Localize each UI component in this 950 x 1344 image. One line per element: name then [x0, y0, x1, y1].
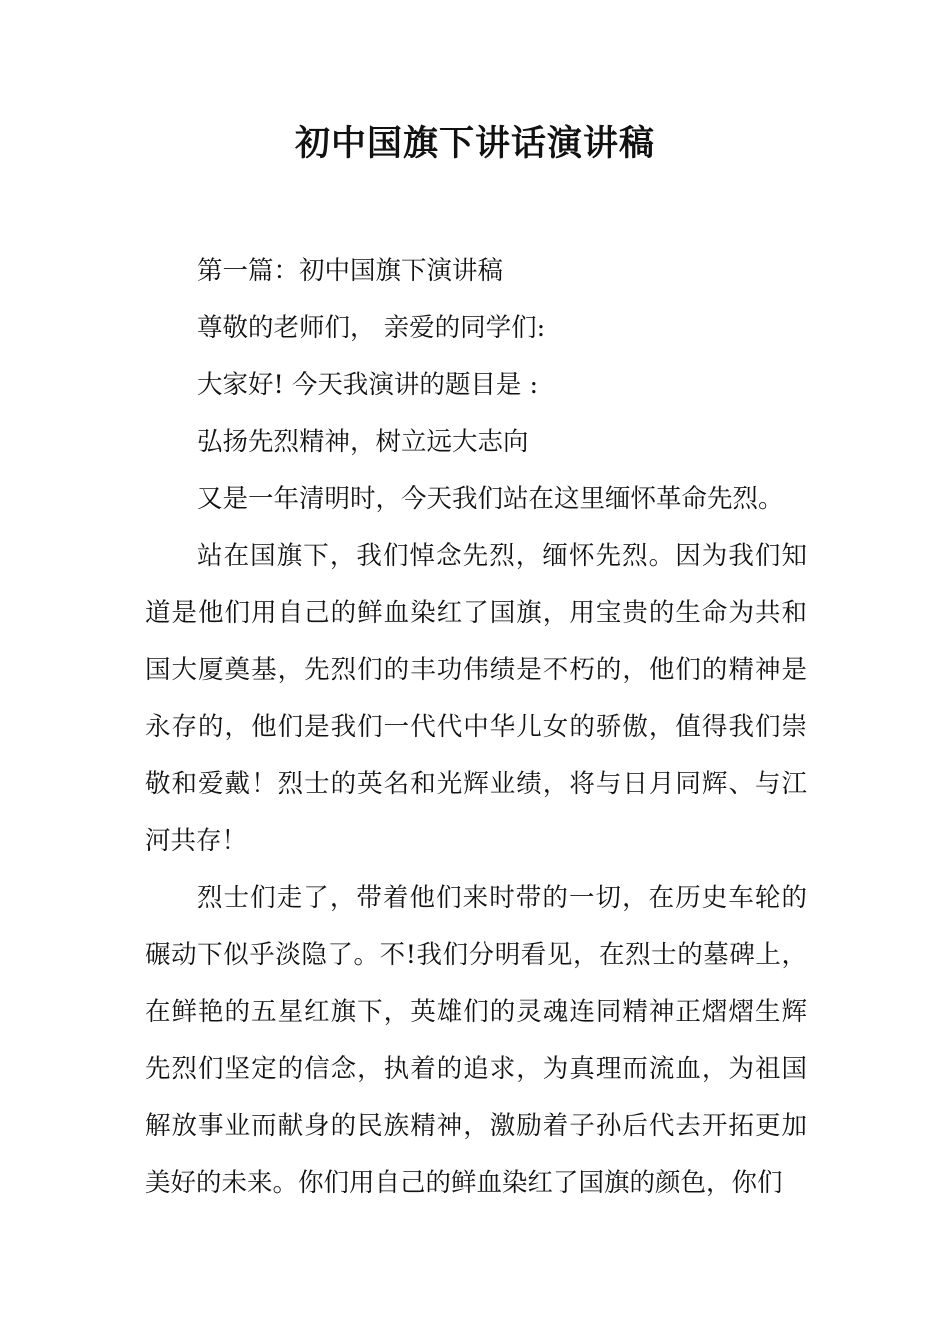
paragraph: 第一篇：初中国旗下演讲稿 — [197, 256, 504, 286]
document-title: 初中国旗下讲话演讲稿 — [294, 124, 655, 164]
paragraph: 又是一年清明时，今天我们站在这里缅怀革命先烈。 — [197, 484, 784, 514]
paragraph: 站在国旗下，我们悼念先烈，缅怀先烈。因为我们知道是他们用自己的鲜血染红了国旗，用宝贵的生命为共和国大厦奠基，先烈们的丰功伟绩是不朽的，他们的精神是永存的，他们是我们一代代中华儿女的骄傲，值得我们崇敬和爱戴！烈士的英名和光辉业绩，将与日月同辉、与江河共存！ — [145, 541, 807, 856]
document-body — [145, 243, 807, 1212]
paragraph: 尊敬的老师们， 亲爱的同学们: — [197, 313, 546, 343]
paragraph: 烈士们走了，带着他们来时带的一切，在历史车轮的碾动下似乎淡隐了。不!我们分明看见，在烈士的墓碑上，在鲜艳的五星红旗下，英雄们的灵魂连同精神正熠熠生辉先烈们坚定的信念，执着的追求，为真理而流血，为祖国解放事业而献身的民族精神，激励着子孙后代去开拓更加美好的未来。你们用自己的鲜血染红了国旗的颜色，你们 — [145, 883, 807, 1198]
paragraph: 弘扬先烈精神，树立远大志向 — [197, 427, 529, 457]
paragraph: 大家好! 今天我演讲的题目是 : — [197, 370, 539, 400]
